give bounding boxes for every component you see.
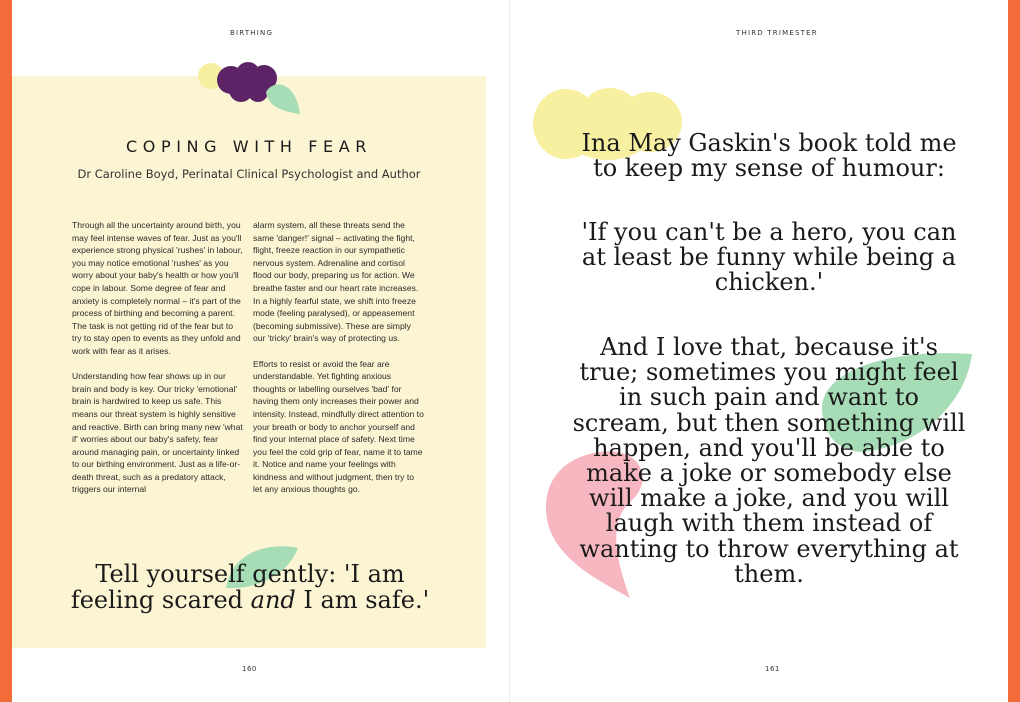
quote-intro: Ina May Gaskin's book told me to keep my sense of humour:	[581, 129, 957, 183]
page-number: 161	[765, 665, 780, 673]
running-head: THIRD TRIMESTER	[736, 29, 818, 37]
body-paragraph: Through all the uncertainty around birth, you may feel intense waves of fear. Just as you'll experience strong physical 'rushes' in labour, you may notice emotional 'rushes' as you worry about your baby's health or how you'll cope in labour. Some degree of fear and anxiety is completely normal – it's part of the process of birthing and becoming a parent. The task is not getting rid of the fear but to try to stay open to events as they unfold and work with fear as it arises.	[72, 220, 243, 356]
body-paragraph: alarm system, all these threats send the same 'danger!' signal – activating the fight, flight, freeze reaction in our sympathetic nervous system. Adrenaline and cortisol flood our body, preparing us for action. We breathe faster and our heart rate increases. In a highly fearful state, we shift into freeze mode (feeling paralysed), or appeasement (becoming submissive). These are simply our 'tricky' brain's way of protecting us.	[253, 220, 419, 344]
pull-quote-emphasis: and	[250, 586, 296, 614]
decorative-blob-cluster	[196, 56, 306, 118]
article-byline: Dr Caroline Boyd, Perinatal Clinical Psychologist and Author	[77, 167, 421, 181]
pull-quote-text: I am safe.'	[295, 586, 430, 614]
body-column-right	[253, 219, 425, 509]
pull-quote-text: Tell yourself gently: 'I am feeling scared	[70, 560, 405, 614]
right-page	[510, 0, 1008, 702]
pull-quote	[52, 561, 448, 613]
page-number: 160	[242, 665, 257, 673]
left-page	[12, 0, 510, 702]
body-paragraph: Understanding how fear shows up in our brain and body is key. Our tricky 'emotional' brain is hardwired to keep us safe. This means our threat system is highly sensitive and reactive. Birth can bring many new 'what if' worries about our baby's safety, fear around managing pain, or uncertainty linked to our birthing environment. Just as a life-or-death threat, such as a predatory attack, triggers our internal	[72, 371, 243, 495]
quote-main: 'If you can't be a hero, you can at least be funny while being a chicken.'	[581, 218, 957, 297]
body-column-left	[72, 219, 244, 509]
running-head: BIRTHING	[230, 29, 274, 37]
body-paragraph: Efforts to resist or avoid the fear are understandable. Yet fighting anxious thoughts or labelling ourselves 'bad' for having them only increases their power and intensity. Instead, mindfully direct attention to your breath or body to anchor yourself and find your internal place of safety. Next time you feel the cold grip of fear, name it to tame it. Notice and name your feelings with kindness and without judgment, then try to let any anxious thoughts go.	[253, 358, 424, 495]
quote-reflection: And I love that, because it's true; sometimes you might feel in such pain and want to scream, but then something will happen, and you'll be able to make a joke or somebody else will make a joke, and you will laugh with them instead of wanting to throw everything at them.	[572, 333, 966, 588]
article-title: COPING WITH FEAR	[126, 137, 372, 156]
